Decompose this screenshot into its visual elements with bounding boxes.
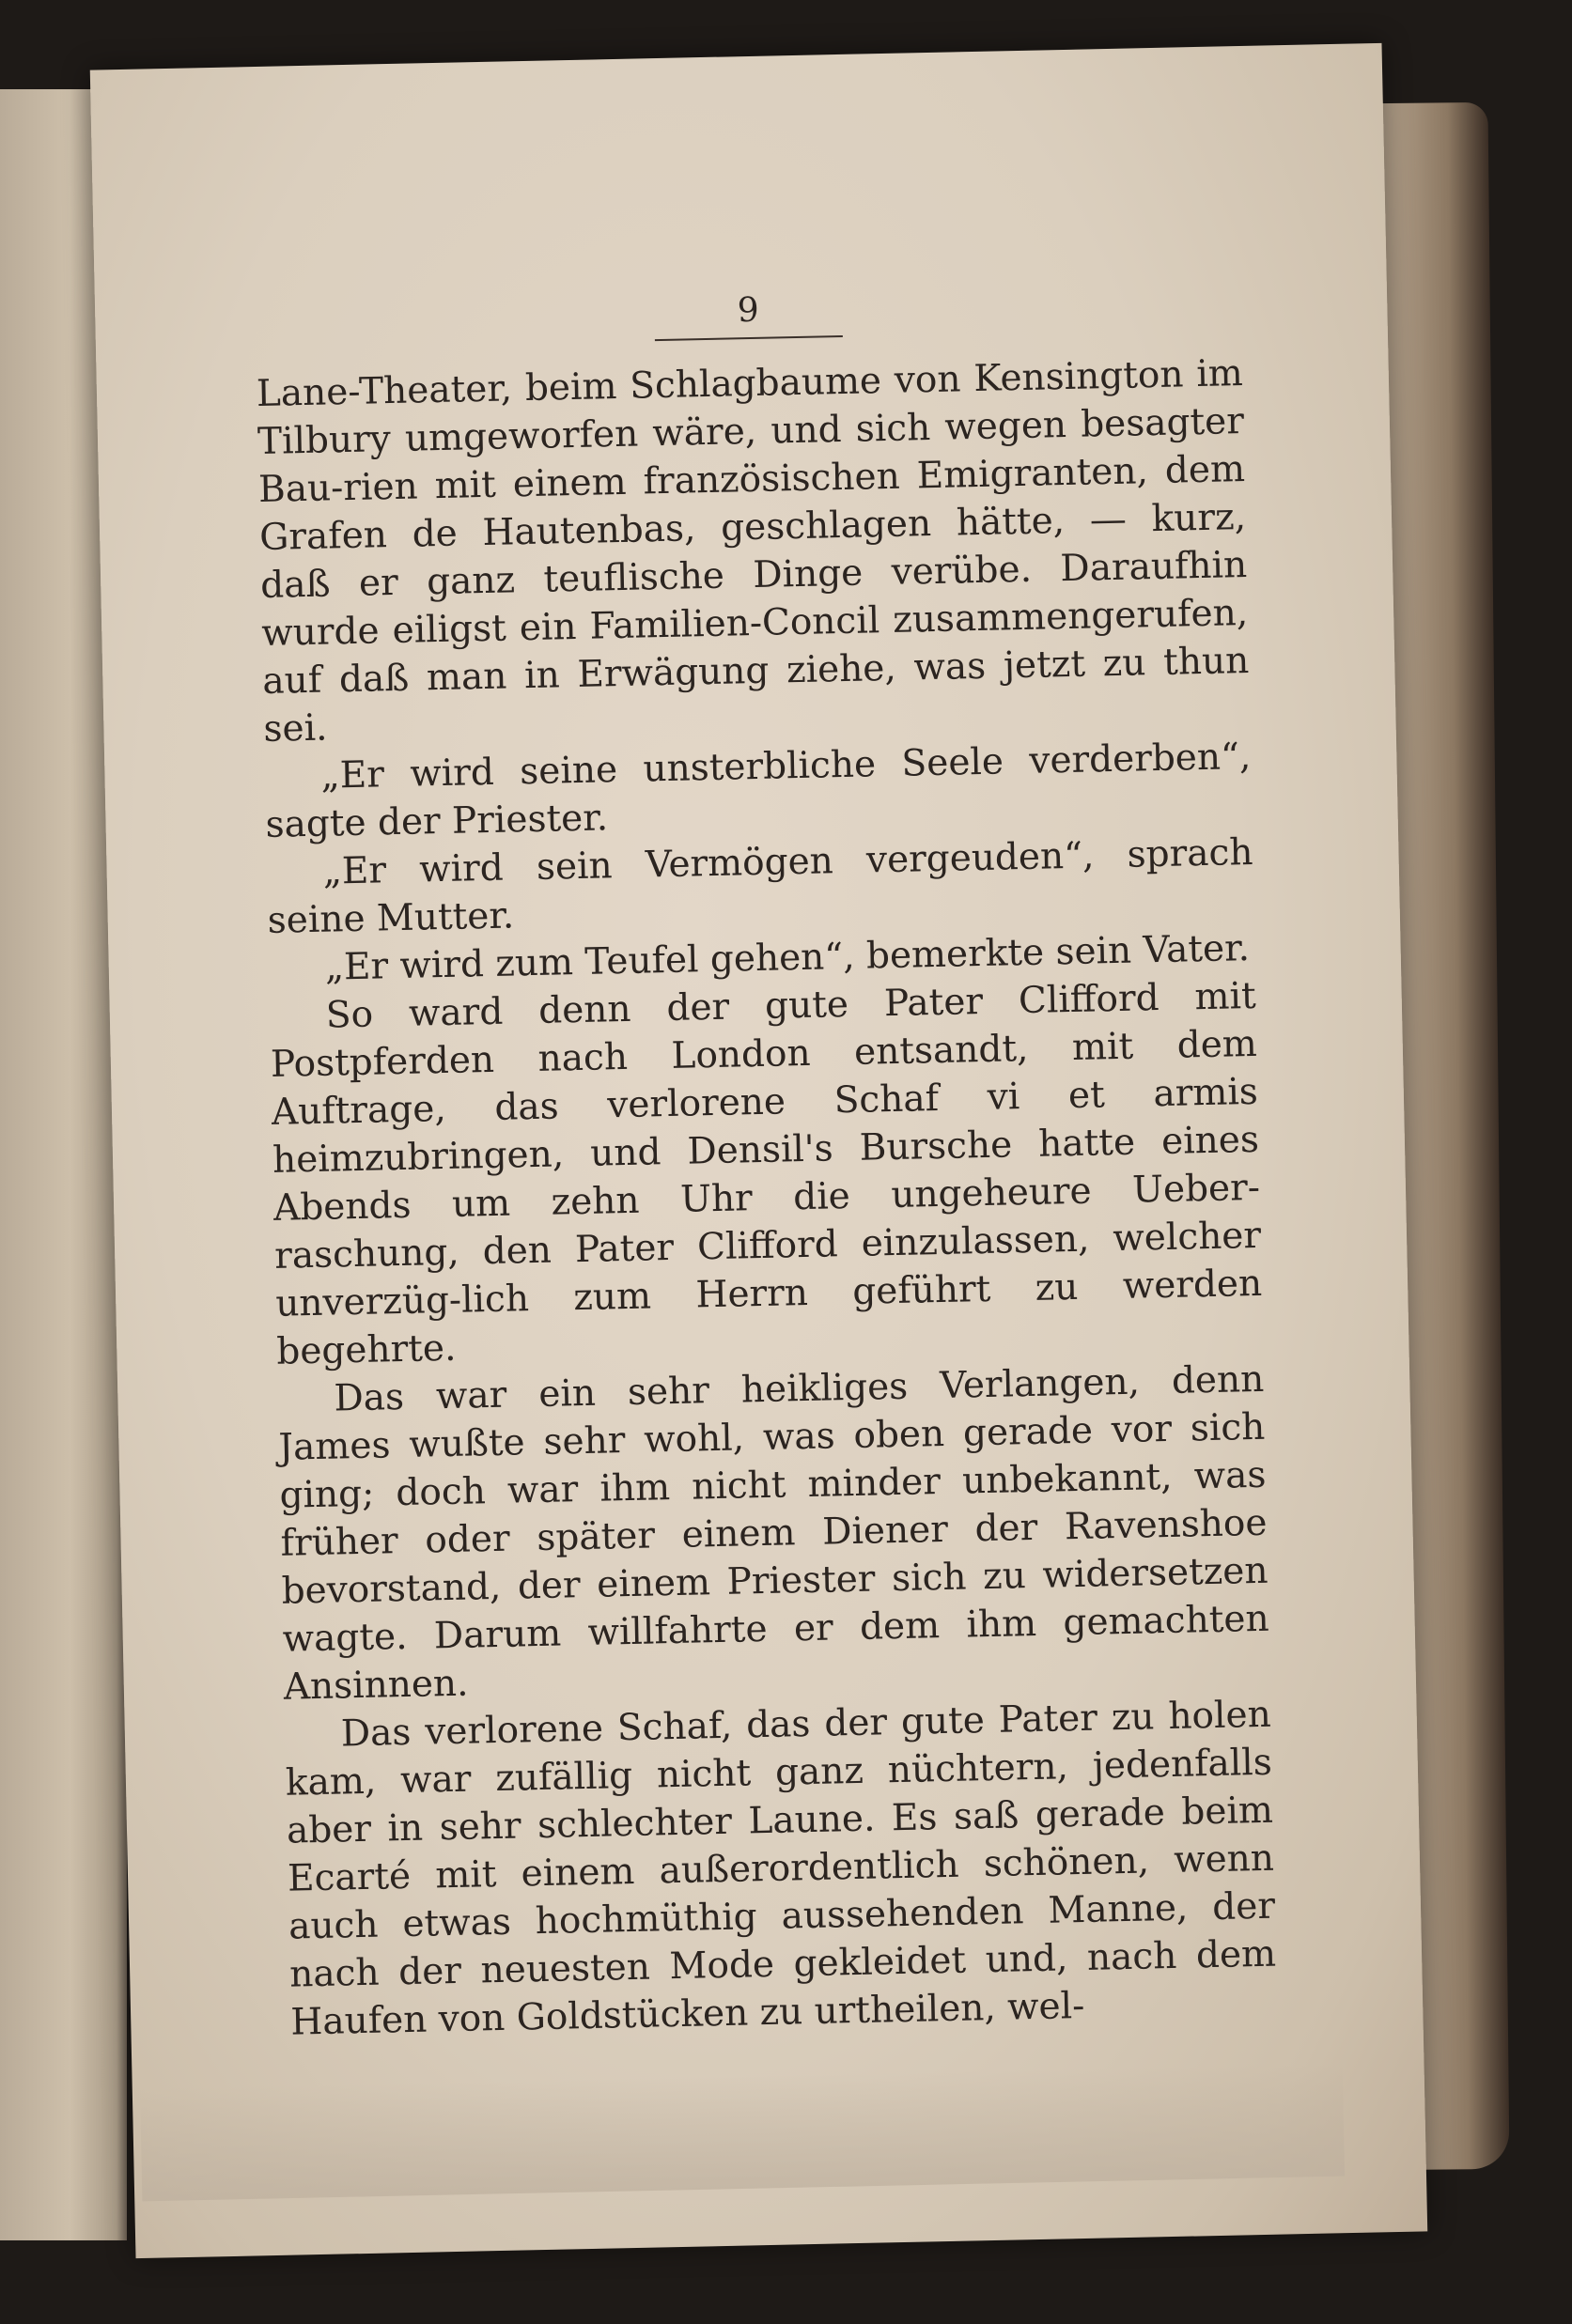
page-number-rule <box>655 335 843 341</box>
body-text <box>256 349 1277 2047</box>
paragraph: „Er wird sein Vermögen vergeuden“, sprach seine Mutter. <box>267 830 1253 942</box>
book-page <box>90 43 1427 2258</box>
paragraph: „Er wird seine unsterbliche Seele verderben“, sagte der Priester. <box>265 735 1252 846</box>
paragraph: Lane-Theater, beim Schlagbaume von Kensington im Tilbury umgeworfen wäre, und sich wegen besagter Bau-rien mit einem französischen Emigranten, dem Grafen de Hautenbas, geschlagen hätte, — kurz, daß er ganz teuflische Dinge verübe. Daraufhin wurde eiligst ein Familien-Concil zusammengerufen, auf daß man in Erwägung ziehe, was jetzt zu thun sei. <box>256 352 1250 751</box>
paragraph: Das war ein sehr heikliges Verlangen, denn James wußte sehr wohl, was oben gerade vor sich ging; doch war ihm nicht minder unbekannt, was früher oder später einem Diener der Ravenshoe bevorstand, der einem Priester sich zu widersetzen wagte. Darum willfahrte er dem ihm gemachten Ansinnen. <box>278 1357 1270 1709</box>
paragraph: So ward denn der gute Pater Clifford mit Postpferden nach London entsandt, mit dem Auftrage, das verlorene Schaf vi et armis heimzubringen, und Densil's Bursche hatte eines Abends um zehn Uhr die ungeheure Ueber-raschung, den Pater Clifford einzulassen, welcher unverzüg-lich zum Herrn geführt zu werden begehrte. <box>270 974 1263 1373</box>
paragraph: „Er wird zum Teufel gehen“, bemerkte sein Vater. <box>324 927 1251 989</box>
text-block <box>255 281 1278 2047</box>
page-number: 9 <box>737 290 760 331</box>
paragraph: Das verlorene Schaf, das der gute Pater zu holen kam, war zufällig nicht ganz nüchtern, jedenfalls aber in sehr schlechter Laune. Es saß gerade beim Ecarté mit einem außerordentlich schönen, wenn auch etwas hochmüthig aussehenden Manne, der nach der neuesten Mode gekleidet und, nach dem Haufen von Goldstücken zu urtheilen, wel- <box>285 1693 1277 2044</box>
